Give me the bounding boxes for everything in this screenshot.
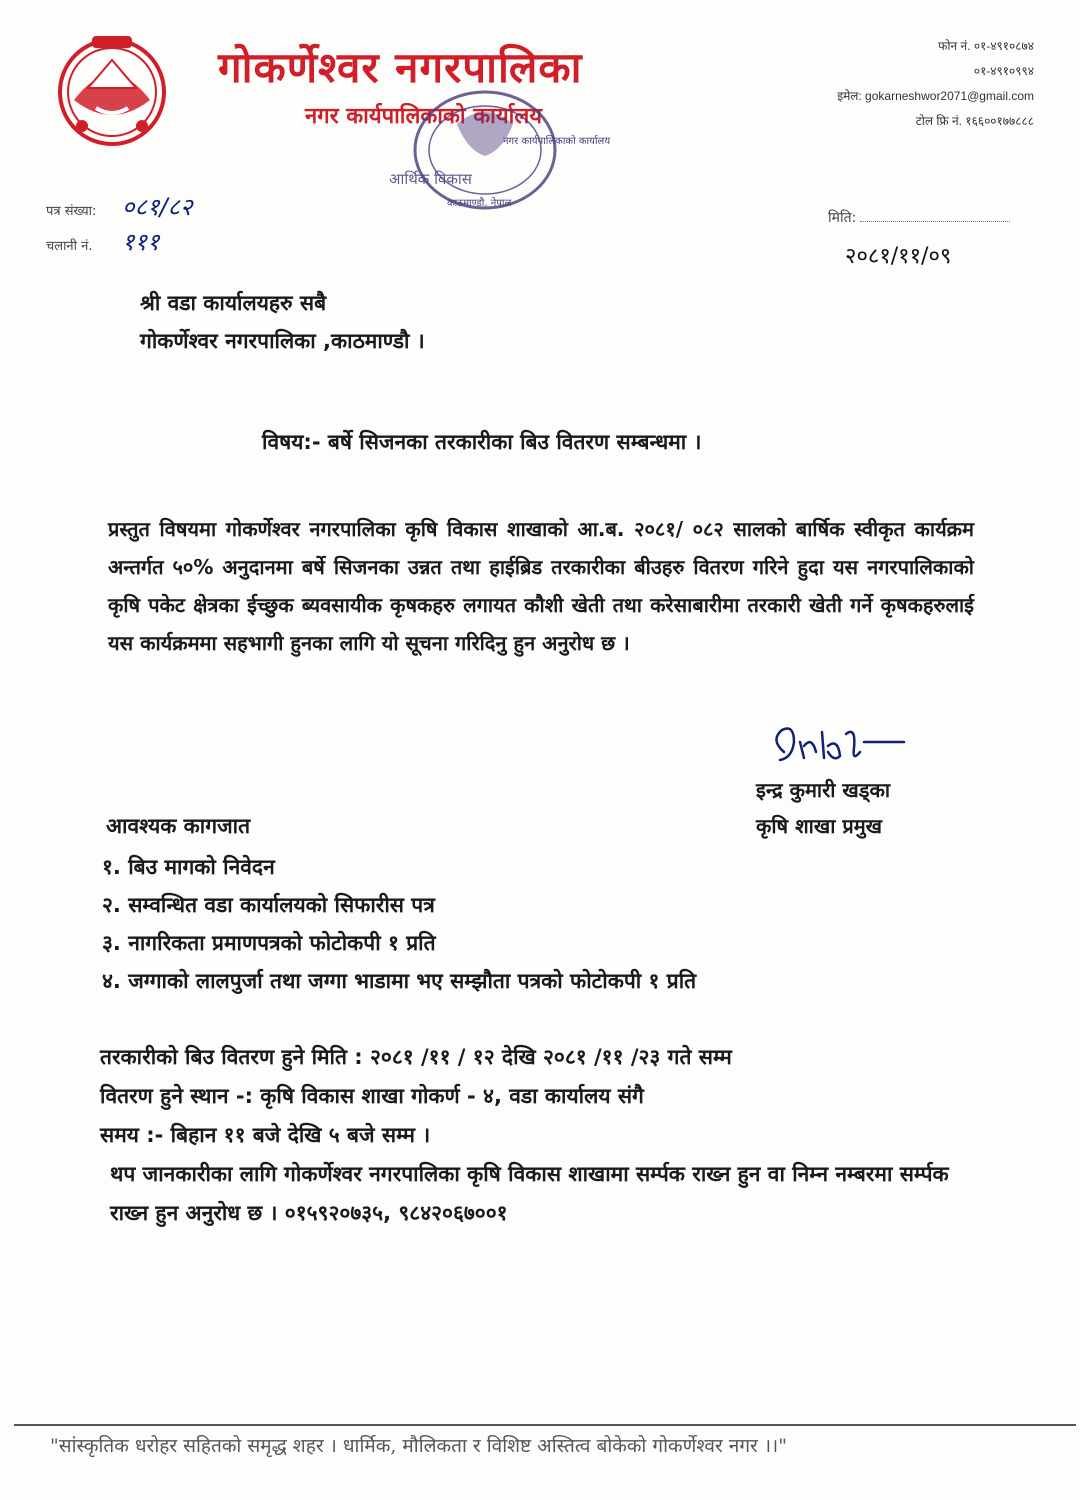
- signature-block: [756, 772, 890, 844]
- contact-block: [837, 34, 1034, 134]
- date-value: २०८१/११/०९: [845, 244, 952, 269]
- distribution-dates: तरकारीको बिउ वितरण हुने मिति : २०८१ /११ / १२ देखि २०८१ /११ /२३ गते सम्म: [100, 1045, 732, 1069]
- body-paragraph: प्रस्तुत विषयमा गोकर्णेश्वर नगरपालिका कृषि विकास शाखाको आ.ब. २०८१/ ०८२ सालको बार्षिक स्वीकृत कार्यक्रम अन्तर्गत ५०% अनुदानमा बर्षे सिजनका उन्नत तथा हाईब्रिड तरकारीका बीउहरु वितरण गरिने हुदा यस नगरपालिकाको कृषि पकेट क्षेत्रका ईच्छुक ब्यवसायीक कृषकहरु लगायत कौशी खेती तथा करेसाबारीमा तरकारी खेती गर्ने कृषकहरुलाई यस कार्यक्रममा सहभागी हुनका लागि यो सूचना गरिदिनु हुन अनुरोध छ ।: [108, 517, 974, 655]
- list-item: ४. जग्गाको लालपुर्जा तथा जग्गा भाडामा भए सम्झौता पत्रको फोटोकपी १ प्रति: [102, 969, 697, 993]
- documents-title: आवश्यक कागजात: [106, 814, 251, 838]
- date-label-row: [828, 208, 1010, 227]
- org-name: गोकर्णेश्वर नगरपालिका: [218, 43, 583, 92]
- dispatch-no: १११: [122, 228, 160, 256]
- phone-2: ०१-४९१०९९४: [973, 64, 1034, 78]
- list-item: २. सम्वन्धित वडा कार्यालयको सिफारीस पत्र: [102, 893, 435, 917]
- date-label: मिति:: [828, 210, 857, 226]
- distribution-place: वितरण हुने स्थान -: कृषि विकास शाखा गोकर्ण - ४, वडा कार्यालय संगै: [100, 1084, 644, 1108]
- footer-divider: [14, 1424, 1076, 1426]
- list-item: ३. नागरिकता प्रमाणपत्रको फोटोकपी १ प्रति: [102, 931, 436, 955]
- signature-scribble: [764, 722, 914, 772]
- stamp-text-3: काठमाण्डौ, नेपाल: [447, 198, 512, 209]
- addressee-line-1: श्री वडा कार्यालयहरु सबै: [140, 291, 327, 315]
- stamp-text-1: नगर कार्यपालिकाको कार्यालय: [503, 136, 611, 147]
- subject-line: विषय:- बर्षे सिजनका तरकारीका बिउ वितरण सम्बन्धमा ।: [262, 430, 702, 454]
- reference-block: [46, 192, 193, 262]
- distribution-contact-note: थप जानकारीका लागि गोकर्णेश्वर नगरपालिका कृषि विकास शाखामा सर्म्पक राख्न हुन वा निम्न नम्बरमा सर्म्पक राख्न हुन अनुरोध छ । ०१५९२०७३५, ९८४२०६७००१: [110, 1162, 949, 1225]
- phone-1: फोन नं. ०१-४९१०८७४: [938, 39, 1034, 53]
- office-stamp: [385, 80, 611, 220]
- signatory-name: इन्द्र कुमारी खड्का: [756, 778, 891, 802]
- list-item: १. बिउ मागको निवेदन: [102, 855, 275, 879]
- documents-list: [102, 848, 696, 1000]
- letter-no: ०८१/८२: [122, 193, 193, 221]
- email: इमेल: gokarneshwor2071@gmail.com: [837, 89, 1034, 103]
- footer-slogan: "सांस्कृतिक धरोहर सहितको समृद्ध शहर । धार्मिक, मौलिकता र विशिष्ट अस्तित्व बोकेको गोकर्णेश्वर नगर ।।": [50, 1435, 787, 1457]
- signatory-designation: कृषि शाखा प्रमुख: [756, 814, 883, 838]
- letter-no-label: पत्र संख्या:: [46, 204, 97, 219]
- addressee-line-2: गोकर्णेश्वर नगरपालिका ,काठमाण्डौ ।: [140, 329, 425, 353]
- stamp-text-2: आर्थिक विकास: [389, 170, 472, 188]
- addressee: [140, 284, 425, 360]
- distribution-time: समय :- बिहान ११ बजे देखि ५ बजे सम्म ।: [100, 1123, 431, 1147]
- distribution-info: [100, 1038, 980, 1233]
- tollfree: टोल फ्रि नं. १६६००१७७८८८: [915, 114, 1034, 128]
- org-subtitle: नगर कार्यपालिकाको कार्यालय: [305, 104, 542, 129]
- dispatch-no-label: चलानी नं.: [46, 239, 93, 254]
- nepal-emblem-logo: [52, 30, 172, 150]
- date-dotted-line: [860, 221, 1010, 222]
